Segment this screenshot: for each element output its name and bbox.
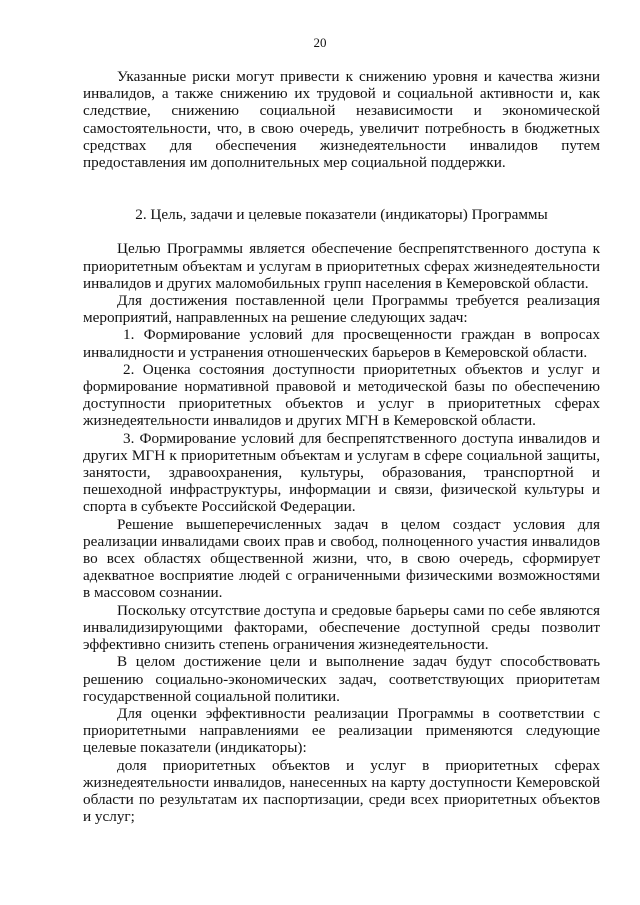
barriers-paragraph: Поскольку отсутствие доступа и средовые барьеры сами по себе являются инвалидизирующими факторами, обеспечение доступной среды позволит эффективно снизить степень ограничения жизнедеятельности.	[83, 601, 600, 654]
measures-intro-paragraph: Для достижения поставленной цели Программы требуется реализация мероприятий, направленных на решение следующих задач:	[83, 292, 600, 327]
task-2-paragraph: 2. Оценка состояния доступности приоритетных объектов и услуг и формирование нормативной правовой и методической базы по обеспечению доступности приоритетных объектов и услуг в приоритетных сферах жизнедеятельности инвалидов и других МГН в Кемеровской области.	[83, 360, 600, 430]
document-body	[83, 68, 600, 825]
decision-paragraph: Решение вышеперечисленных задач в целом создаст условия для реализации инвалидами своих прав и свобод, полноценного участия инвалидов во всех областях общественной жизни, что, в свою очередь, сформирует адекватное восприятие людей с ограниченными физическими возможностями в массовом сознании.	[83, 515, 600, 602]
indicator-1-paragraph: доля приоритетных объектов и услуг в приоритетных сферах жизнедеятельности инвалидов, нанесенных на карту доступности Кемеровской области по результатам их паспортизации, среди всех приоритетных объектов и услуг;	[83, 756, 600, 826]
indicators-intro-paragraph: Для оценки эффективности реализации Программы в соответствии с приоритетными направлениями ее реализации применяются следующие целевые показатели (индикаторы):	[83, 704, 600, 757]
page-number: 20	[313, 35, 327, 50]
risks-paragraph: Указанные риски могут привести к снижению уровня и качества жизни инвалидов, а также снижению их трудовой и социальной активности и, как следствие, снижению социальной независимости и экономической самостоятельности, что, в свою очередь, увеличит потребность в бюджетных средствах для обеспечения жизнедеятельности инвалидов путем предоставления им дополнительных мер социальной поддержки.	[83, 68, 600, 172]
section-heading: 2. Цель, задачи и целевые показатели (индикаторы) Программы	[135, 206, 548, 224]
task-1-paragraph: 1. Формирование условий для просвещенности граждан в вопросах инвалидности и устранения отношенческих барьеров в Кемеровской области.	[83, 326, 600, 361]
overall-paragraph: В целом достижение цели и выполнение задач будут способствовать решению социально-экономических задач, соответствующих приоритетам государственной социальной политики.	[83, 653, 600, 705]
task-3-paragraph: 3. Формирование условий для беспрепятственного доступа инвалидов и других МГН к приоритетным объектам и услугам в сфере социальной защиты, занятости, здравоохранения, культуры, образования, транспортной и пешеходной инфраструктуры, информации и связи, физической культуры и спорта в субъекте Российской Федерации.	[83, 429, 600, 516]
goal-paragraph: Целью Программы является обеспечение беспрепятственного доступа к приоритетным объектам и услугам в приоритетных сферах жизнедеятельности инвалидов и других маломобильных групп населения в Кемеровской области.	[83, 240, 600, 292]
